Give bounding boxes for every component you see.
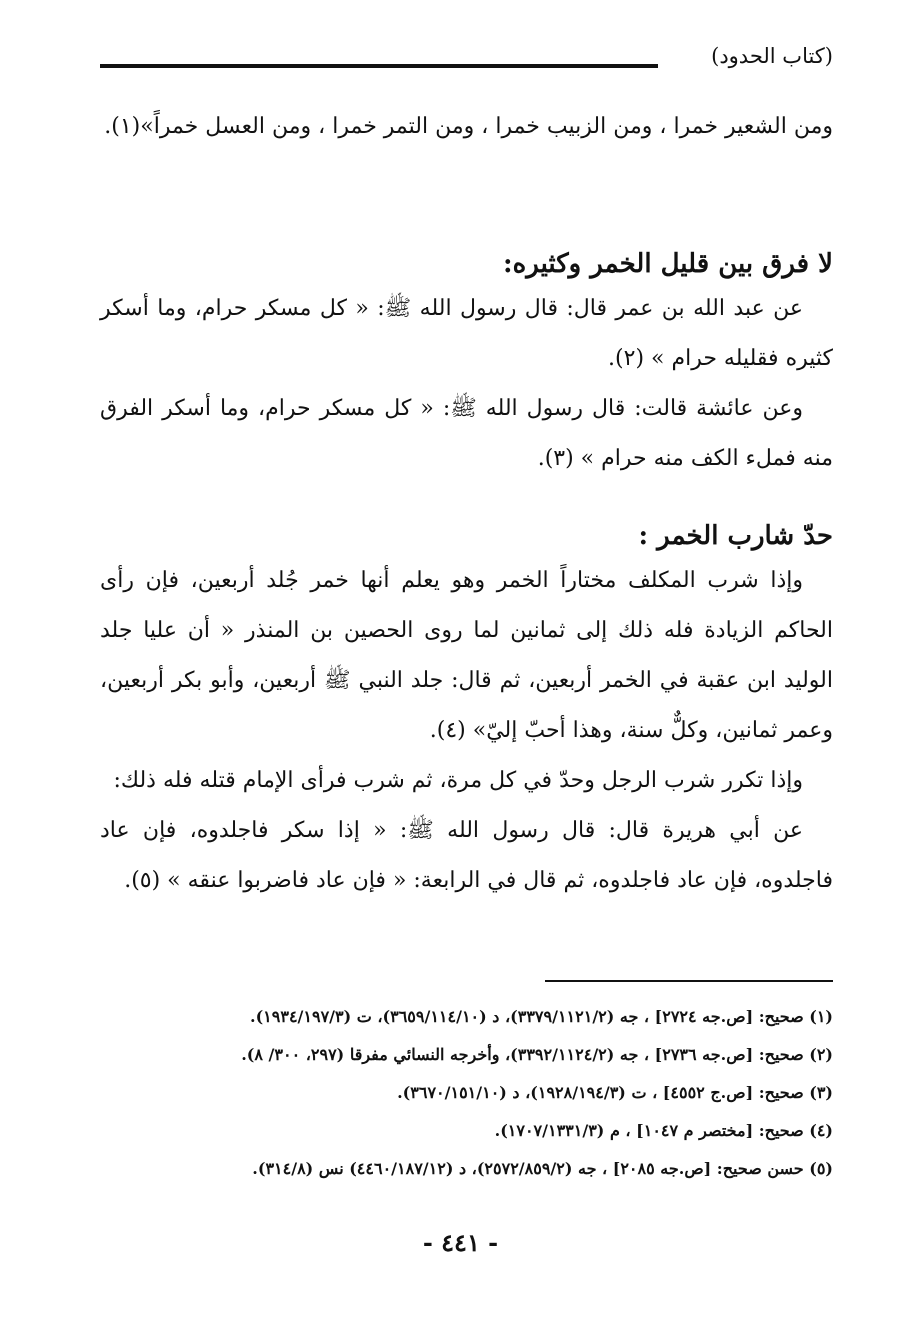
- footnote-separator: [545, 980, 833, 982]
- paragraph: وعن عائشة قالت: قال رسول الله ﷺ: « كل مسكر حرام، وما أسكر الفرق منه فملء الكف منه حرام » (٣).: [100, 396, 833, 471]
- section-heading-punishment: حدّ شارب الخمر :: [638, 521, 833, 551]
- section-punishment: [100, 556, 833, 906]
- section-continuation: [100, 102, 833, 152]
- running-title: (كتاب الحدود): [711, 44, 833, 68]
- footnote: (٥) حسن صحيح: [ص.جه ٢٠٨٥] ، جه (٢٥٧٢/٨٥٩/٢)، د (٤٤٦٠/١٨٧/١٢) نس (٣١٤/٨).: [252, 1159, 833, 1178]
- paragraph: عن عبد الله بن عمر قال: قال رسول الله ﷺ: « كل مسكر حرام، وما أسكر كثيره فقليله حرام » (٢).: [100, 296, 833, 371]
- running-header: [100, 44, 833, 84]
- footnote: (١) صحيح: [ص.جه ٢٧٢٤] ، جه (٣٣٧٩/١١٢١/٢)، د (٣٦٥٩/١١٤/١٠)، ت (١٩٣٤/١٩٧/٣).: [250, 1007, 833, 1026]
- paragraph: ومن الشعير خمرا ، ومن الزبيب خمرا ، ومن التمر خمرا ، ومن العسل خمراً»(١).: [104, 114, 833, 139]
- section-no-difference: [100, 284, 833, 484]
- paragraph: وإذا شرب المكلف مختاراً الخمر وهو يعلم أنها خمر جُلد أربعين، فإن رأى الحاكم الزيادة فله ذلك إلى ثمانين لما روى الحصين بن المنذر « أن عليا جلد الوليد ابن عقبة في الخمر أربعين، ثم قال: جلد النبي ﷺ أربعين، وأبو بكر أربعين، وعمر ثمانين، وكلٌّ سنة، وهذا أحبّ إليّ» (٤).: [100, 568, 833, 743]
- paragraph: وإذا تكرر شرب الرجل وحدّ في كل مرة، ثم شرب فرأى الإمام قتله فله ذلك:: [113, 768, 803, 793]
- section-heading-no-difference: لا فرق بين قليل الخمر وكثيره:: [503, 249, 833, 279]
- footnote: (٢) صحيح: [ص.جه ٢٧٣٦] ، جه (٣٣٩٢/١١٢٤/٢)، وأخرجه النسائي مفرقا (٢٩٧، ٣٠٠/ ٨).: [241, 1045, 833, 1064]
- footnotes: [120, 998, 833, 1188]
- header-rule: [100, 64, 658, 68]
- footnote: (٣) صحيح: [ص.ج ٤٥٥٢] ، ت (١٩٢٨/١٩٤/٣)، د (٣٦٧٠/١٥١/١٠).: [397, 1083, 833, 1102]
- page-number: - ٤٤١ -: [422, 1228, 499, 1257]
- paragraph: عن أبي هريرة قال: قال رسول الله ﷺ: « إذا سكر فاجلدوه، فإن عاد فاجلدوه، فإن عاد فاجلدوه، ثم قال في الرابعة: « فإن عاد فاضربوا عنقه » (٥).: [100, 818, 833, 893]
- footnote: (٤) صحيح: [مختصر م ١٠٤٧] ، م (١٧٠٧/١٣٣١/٣).: [494, 1121, 833, 1140]
